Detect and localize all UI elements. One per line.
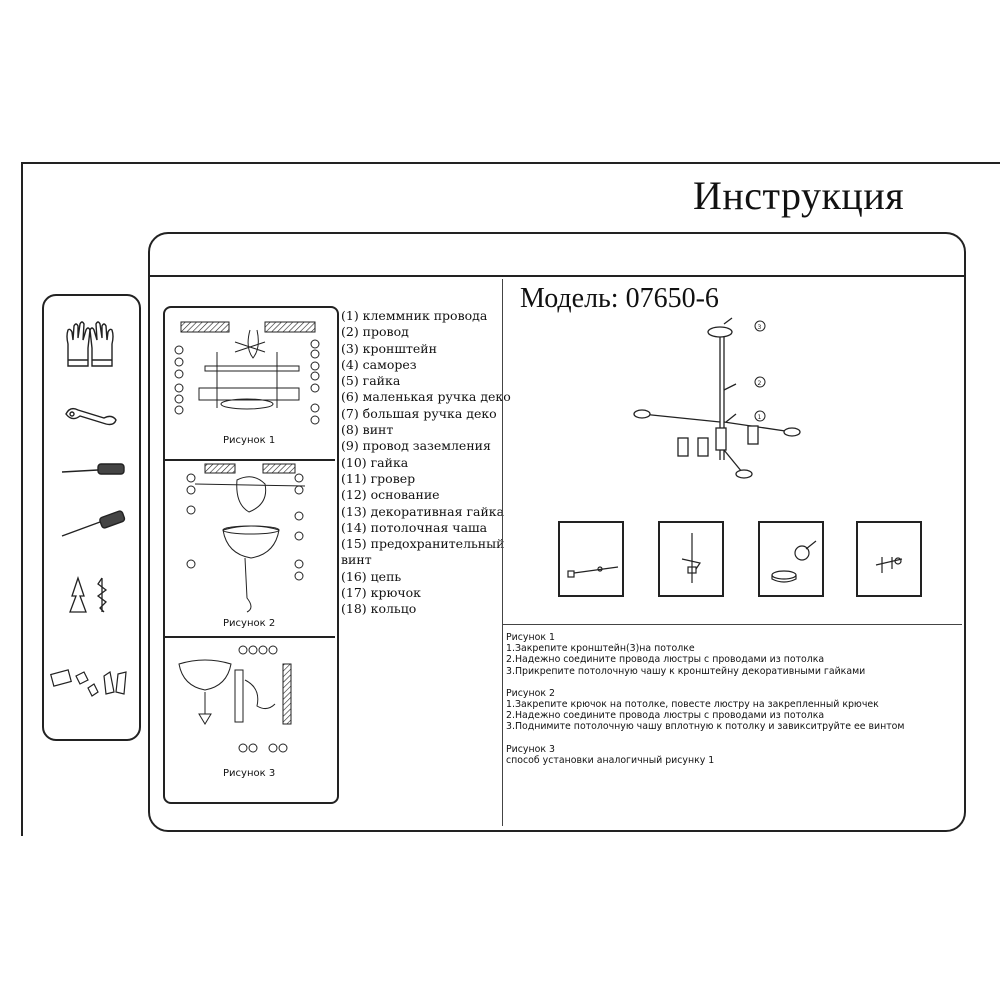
parts-list-item: (5) гайка: [341, 373, 401, 389]
tools-panel: [42, 294, 141, 741]
figure-3-caption: Рисунок 3: [223, 768, 276, 779]
instruction-step: способ установки аналогичный рисунку 1: [506, 754, 715, 766]
hook-icon: [660, 523, 722, 595]
figure-3-diagram: [179, 646, 291, 752]
page-title: Инструкция: [693, 173, 905, 218]
instructions-fig1-title: Рисунок 1: [506, 632, 555, 643]
figure-divider-2: [165, 636, 335, 638]
instruction-step: 1.Закрепите крючок на потолке, повесте люстру на закрепленный крючек: [506, 699, 879, 711]
parts-list-item: (4) саморез: [341, 356, 417, 372]
tools-drawing: [44, 296, 139, 739]
figure-divider-1: [165, 459, 335, 461]
screwdriver-flat-icon: [62, 464, 124, 474]
parts-list-item: (16) цепь: [341, 568, 402, 584]
wiring-icon: [560, 523, 622, 595]
thumbnail-step-1: [558, 521, 624, 597]
parts-list-item: (17) крючок: [341, 585, 421, 601]
figure-2-caption: Рисунок 2: [223, 618, 276, 629]
instructions-fig3-title: Рисунок 3: [506, 743, 555, 755]
parts-list-item: (11) гровер: [341, 470, 416, 486]
parts-list-item: (8) винт: [341, 422, 394, 438]
parts-list-item: (13) декоративная гайка: [341, 503, 505, 519]
thumbnail-step-4: [856, 521, 922, 597]
gloves-icon: [67, 322, 113, 366]
callout-3-label: 3: [757, 324, 762, 331]
instruction-step: 3.Поднимите потолочную чашу вплотную к потолку и завикситруйте ее винтом: [506, 721, 905, 733]
instructions-divider-vertical: [502, 279, 503, 826]
parts-list-item: (14) потолочная чаша: [341, 519, 488, 535]
parts-list-item: (6) маленькая ручка деко: [341, 389, 511, 405]
instruction-step: 3.Прикрепите потолочную чашу к кронштейну декоративными гайками: [506, 665, 866, 677]
bracket-icon: [858, 523, 920, 595]
callout-1-label: 1: [757, 414, 762, 421]
parts-list-item: (1) клеммник провода: [341, 308, 488, 323]
figures-panel: [163, 306, 339, 804]
figure-1-diagram: [175, 322, 319, 424]
callout-2-label: 2: [757, 380, 762, 387]
figure-1-caption: Рисунок 1: [223, 435, 276, 446]
parts-list-item: (7) большая ручка деко: [341, 405, 497, 421]
connectors-icon: [51, 670, 126, 696]
canopy-icon: [760, 523, 822, 595]
parts-list-item: (3) кронштейн: [341, 340, 437, 356]
parts-list-item: (10) гайка: [341, 454, 409, 470]
parts-list-item: винт: [341, 552, 372, 568]
instruction-step: 2.Надежно соедините провода люстры с проводами из потолка: [506, 654, 825, 666]
instruction-step: 1.Закрепите кронштейн(3)на потолке: [506, 643, 695, 655]
parts-list-item: (18) кольцо: [341, 601, 417, 617]
chandelier-diagram: [620, 310, 820, 490]
instructions-divider-horizontal: [502, 624, 962, 625]
wrench-icon: [66, 409, 116, 425]
model-label: Модель: 07650-6: [520, 283, 719, 314]
anchor-screw-icon: [70, 578, 106, 612]
figure-2-diagram: [187, 464, 305, 612]
thumbnail-step-3: [758, 521, 824, 597]
instruction-step: 2.Надежно соедините провода люстры с проводами из потолка: [506, 710, 825, 722]
parts-list-item: (12) основание: [341, 487, 440, 503]
installation-instructions: [506, 632, 956, 766]
figures-drawing: [165, 308, 337, 802]
screwdriver-phillips-icon: [62, 510, 125, 536]
thumbnail-step-2: [658, 521, 724, 597]
header-divider: [148, 275, 964, 277]
instructions-fig2-title: Рисунок 2: [506, 687, 555, 699]
parts-list-item: (15) предохранительный: [341, 536, 505, 552]
parts-list: [341, 308, 511, 618]
parts-list-item: (9) провод заземления: [341, 438, 491, 454]
parts-list-item: (2) провод: [341, 324, 409, 340]
